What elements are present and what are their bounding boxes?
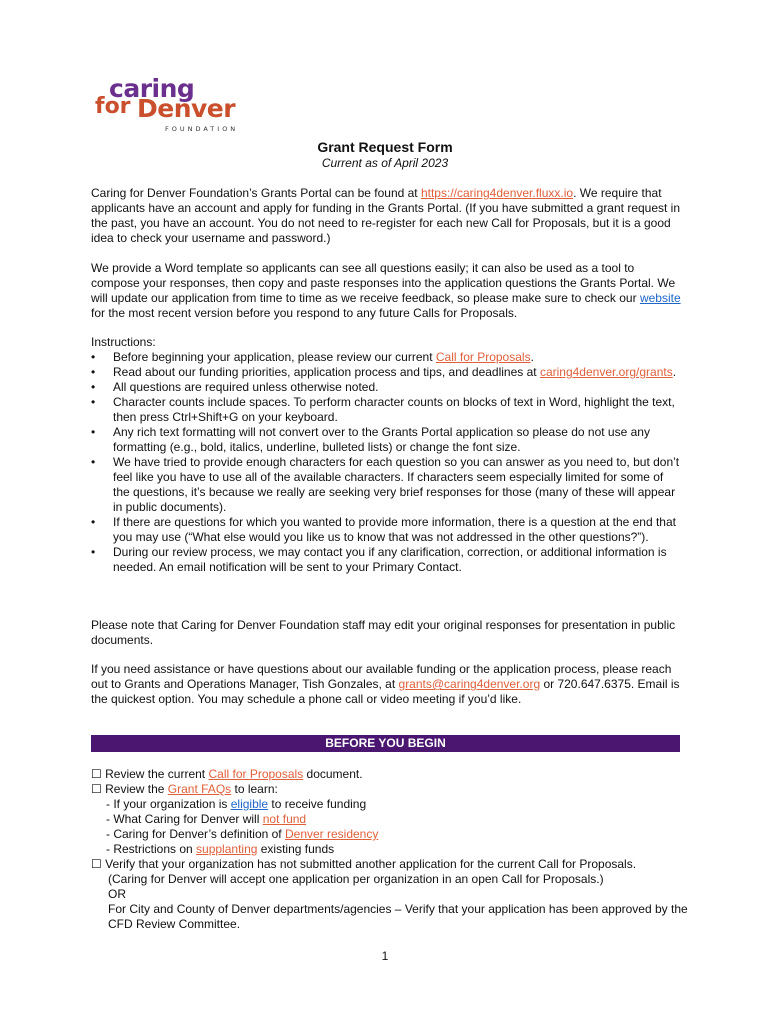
caring-for-denver-logo [95,76,255,136]
page-subtitle: Current as of April 2023 [321,156,449,170]
logo-caring: caring [109,74,195,103]
checkbox[interactable]: ☐ [91,782,102,796]
text: existing funds [257,842,335,856]
checklist-item [91,857,691,872]
text: to receive funding [268,797,367,811]
text: Read about our funding priorities, application process and tips, and deadlines at [113,365,540,379]
checklist-note: For City and County of Denver departments/agencies – Verify that your application has been approved by the CFD Review Committee. [108,902,688,931]
grants-portal-link[interactable]: https://caring4denver.fluxx.io [420,186,574,200]
text: We have tried to provide enough characters for each question so you can answer as you need to, but don’t feel like you have to use all of the available characters. If characters seem especially limited for some of the questions, it’s because we really are seeking very brief responses for those (many of these will appear in public documents). [113,455,680,514]
checklist-item [91,782,691,797]
checklist-subitem [91,797,691,812]
not-fund-link[interactable]: not fund [262,812,307,826]
text: to learn: [231,782,278,796]
text: During our review process, we may contact you if any clarification, correction, or additional information is needed. An email notification will be sent to your Primary Contact. [113,545,667,574]
text: All questions are required unless otherwise noted. [113,380,379,394]
grants-email-link[interactable]: grants@caring4denver.org [398,677,541,691]
bullet: • [91,515,96,529]
denver-residency-link[interactable]: Denver residency [284,827,379,841]
text: . We require that applicants have an account and apply for funding in the Grants Portal. (If you have submitted a grant request in the past, you have an account. You do not need to re-register for each new Call for Proposals, but it is a good idea to check your username and password.) [91,186,681,245]
website-link[interactable]: website [639,291,681,305]
checklist-subitem [91,827,691,842]
grant-faqs-link[interactable]: Grant FAQs [167,782,232,796]
text: Review the current [101,767,209,781]
bullet: • [91,380,96,394]
text: . [672,365,677,379]
supplanting-link[interactable]: supplanting [196,842,258,856]
checklist-note: (Caring for Denver will accept one application per organization in an open Call for Proposals.) [108,872,604,886]
text: . [530,350,534,364]
list-item [91,350,681,365]
checklist [91,767,691,932]
text: We provide a Word template so applicants can see all questions easily; it can also be used as a tool to compose your responses, then copy and paste responses into the application questions the Grants Portal. We will update our application from time to time as we receive feedback, so please make sure to check our [91,261,676,305]
text: Caring for Denver Foundation’s Grants Portal can be found at [91,186,421,200]
checklist-or: OR [108,887,126,901]
eligible-link[interactable]: eligible [230,797,269,811]
bullet: • [91,425,96,439]
checklist-subitem [91,842,691,857]
list-item [91,365,681,380]
text: for the most recent version before you respond to any future Calls for Proposals. [91,306,518,320]
text: document. [303,767,363,781]
bullet: • [91,365,96,379]
bullet: • [91,395,96,409]
text: Verify that your organization has not submitted another application for the current Call for Proposals. [101,857,637,871]
text: - If your organization is [106,797,231,811]
page-number: 1 [381,949,389,963]
text: - What Caring for Denver will [106,812,263,826]
list-item [91,545,681,575]
checklist-item [91,767,691,782]
paragraph-word-template [91,261,681,321]
bullet: • [91,455,96,469]
list-item [91,425,681,455]
page-title: Grant Request Form [317,139,453,155]
logo-foundation: FOUNDATION [165,125,239,133]
list-item [91,515,681,545]
checkbox[interactable]: ☐ [91,767,102,781]
text: Any rich text formatting will not convert over to the Grants Portal application so please do not use any formatting (e.g., bold, italics, underline, bulleted lists) or change the font size. [113,425,650,454]
text: Review the [101,782,168,796]
paragraph-grants-portal [91,186,681,246]
logo-for: for [95,94,131,119]
instructions-section [91,335,681,575]
checkbox[interactable]: ☐ [91,857,102,871]
logo-denver: Denver [137,94,236,123]
text: If there are questions for which you wanted to provide more information, there is a question at the end that you may use (“What else would you like us to know that was not addressed in the other questions?”). [113,515,676,544]
call-for-proposals-doc-link[interactable]: Call for Proposals [208,767,304,781]
list-item [91,455,681,515]
before-you-begin-banner: BEFORE YOU BEGIN [91,735,680,752]
text: If you need assistance or have questions about our available funding or the application process, please reach out to Grants and Operations Manager, Tish Gonzales, at [91,662,672,691]
grants-page-link[interactable]: caring4denver.org/grants [539,365,673,379]
text: - Restrictions on [106,842,197,856]
paragraph-assistance [91,662,681,707]
call-for-proposals-link[interactable]: Call for Proposals [435,350,531,364]
text: Character counts include spaces. To perform character counts on blocks of text in Word, highlight the text, then press Ctrl+Shift+G on your keyboard. [113,395,675,424]
text: or 720.647.6375. Email is the quickest option. You may schedule a phone call or video meeting if you’d like. [91,677,680,706]
list-item [91,395,681,425]
bullet: • [91,545,96,559]
list-item [91,380,681,395]
text: Before beginning your application, please review our current [113,350,436,364]
bullet: • [91,350,96,364]
instructions-heading: Instructions: [91,335,156,349]
text: - Caring for Denver’s definition of [106,827,285,841]
checklist-subitem [91,812,691,827]
paragraph-edit-note: Please note that Caring for Denver Foundation staff may edit your original responses for presentation in public documents. [91,618,676,647]
